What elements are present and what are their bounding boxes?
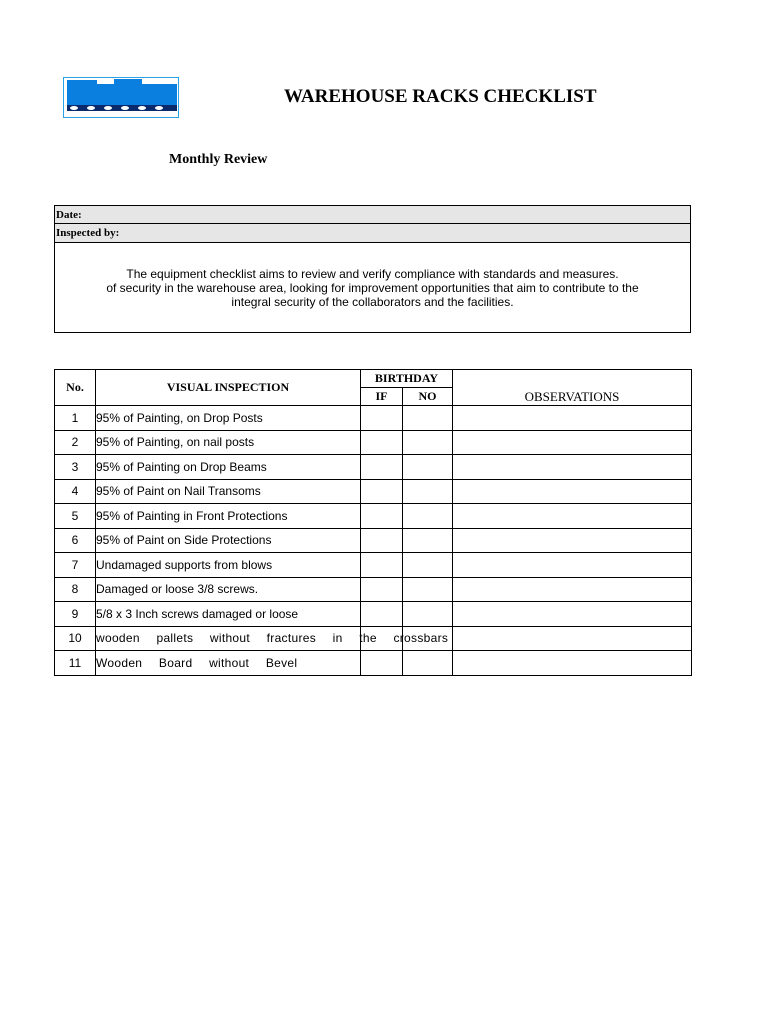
row-number: 9: [55, 602, 96, 627]
table-row: [55, 528, 692, 553]
observations-cell[interactable]: [453, 504, 692, 529]
no-cell[interactable]: [403, 430, 453, 455]
row-item: Wooden Board without Bevel: [96, 651, 361, 676]
description-line: of security in the warehouse area, looking for improvement opportunities that aim to contribute to the: [106, 281, 639, 295]
description-line: integral security of the collaborators and the facilities.: [231, 295, 514, 309]
row-number: 6: [55, 528, 96, 553]
column-header-no: NO: [403, 388, 453, 406]
table-row: [55, 406, 692, 431]
row-item: 95% of Painting in Front Protections: [96, 504, 361, 529]
table-row: [55, 430, 692, 455]
no-cell[interactable]: [403, 528, 453, 553]
column-header-observations: OBSERVATIONS: [453, 370, 692, 406]
if-cell[interactable]: [361, 504, 403, 529]
column-header-group: BIRTHDAY: [361, 370, 453, 388]
observations-cell[interactable]: [453, 651, 692, 676]
no-cell[interactable]: [403, 479, 453, 504]
page-title: WAREHOUSE RACKS CHECKLIST: [284, 86, 597, 107]
observations-cell[interactable]: [453, 479, 692, 504]
row-item: 5/8 x 3 Inch screws damaged or loose: [96, 602, 361, 627]
observations-cell[interactable]: [453, 430, 692, 455]
company-logo: [63, 77, 179, 118]
no-cell[interactable]: [403, 553, 453, 578]
row-item: 95% of Painting, on nail posts: [96, 430, 361, 455]
row-item: 95% of Paint on Nail Transoms: [96, 479, 361, 504]
table-row: [55, 455, 692, 480]
row-number: 2: [55, 430, 96, 455]
if-cell[interactable]: [361, 553, 403, 578]
description-line: The equipment checklist aims to review and verify compliance with standards and measures.: [126, 267, 619, 281]
date-field[interactable]: Date:: [55, 206, 690, 224]
row-number: 1: [55, 406, 96, 431]
row-item: 95% of Paint on Side Protections: [96, 528, 361, 553]
if-cell[interactable]: [361, 430, 403, 455]
no-cell[interactable]: [403, 577, 453, 602]
row-number: 4: [55, 479, 96, 504]
row-number: 11: [55, 651, 96, 676]
if-cell[interactable]: [361, 455, 403, 480]
row-item: 95% of Painting on Drop Beams: [96, 455, 361, 480]
if-cell[interactable]: [361, 528, 403, 553]
if-cell[interactable]: [361, 406, 403, 431]
observations-cell[interactable]: [453, 553, 692, 578]
column-header-if: IF: [361, 388, 403, 406]
row-item: Damaged or loose 3/8 screws.: [96, 577, 361, 602]
page-subtitle: Monthly Review: [169, 152, 268, 167]
row-item: 95% of Painting, on Drop Posts: [96, 406, 361, 431]
observations-cell[interactable]: [453, 406, 692, 431]
row-number: 3: [55, 455, 96, 480]
row-item: wooden pallets without fractures in the crossbars: [96, 626, 361, 651]
no-cell[interactable]: [403, 504, 453, 529]
if-cell[interactable]: [361, 651, 403, 676]
observations-cell[interactable]: [453, 455, 692, 480]
table-row: [55, 479, 692, 504]
observations-cell[interactable]: [453, 602, 692, 627]
no-cell[interactable]: [403, 602, 453, 627]
observations-cell[interactable]: [453, 528, 692, 553]
observations-cell[interactable]: [453, 626, 692, 651]
column-header-visual-inspection: VISUAL INSPECTION: [96, 370, 361, 406]
no-cell[interactable]: [403, 406, 453, 431]
table-row: [55, 651, 692, 676]
row-number: 8: [55, 577, 96, 602]
table-row: [55, 602, 692, 627]
checklist-table: [54, 369, 692, 676]
table-row: [55, 553, 692, 578]
column-header-number: No.: [55, 370, 96, 406]
info-box: [54, 205, 691, 333]
row-item: Undamaged supports from blows: [96, 553, 361, 578]
row-number: 5: [55, 504, 96, 529]
description: [55, 243, 690, 309]
no-cell[interactable]: [403, 651, 453, 676]
no-cell[interactable]: [403, 455, 453, 480]
if-cell[interactable]: [361, 577, 403, 602]
table-row: [55, 626, 692, 651]
if-cell[interactable]: [361, 479, 403, 504]
observations-cell[interactable]: [453, 577, 692, 602]
row-number: 7: [55, 553, 96, 578]
row-number: 10: [55, 626, 96, 651]
if-cell[interactable]: [361, 602, 403, 627]
table-row: [55, 577, 692, 602]
table-row: [55, 504, 692, 529]
inspected-by-field[interactable]: Inspected by:: [55, 224, 690, 243]
